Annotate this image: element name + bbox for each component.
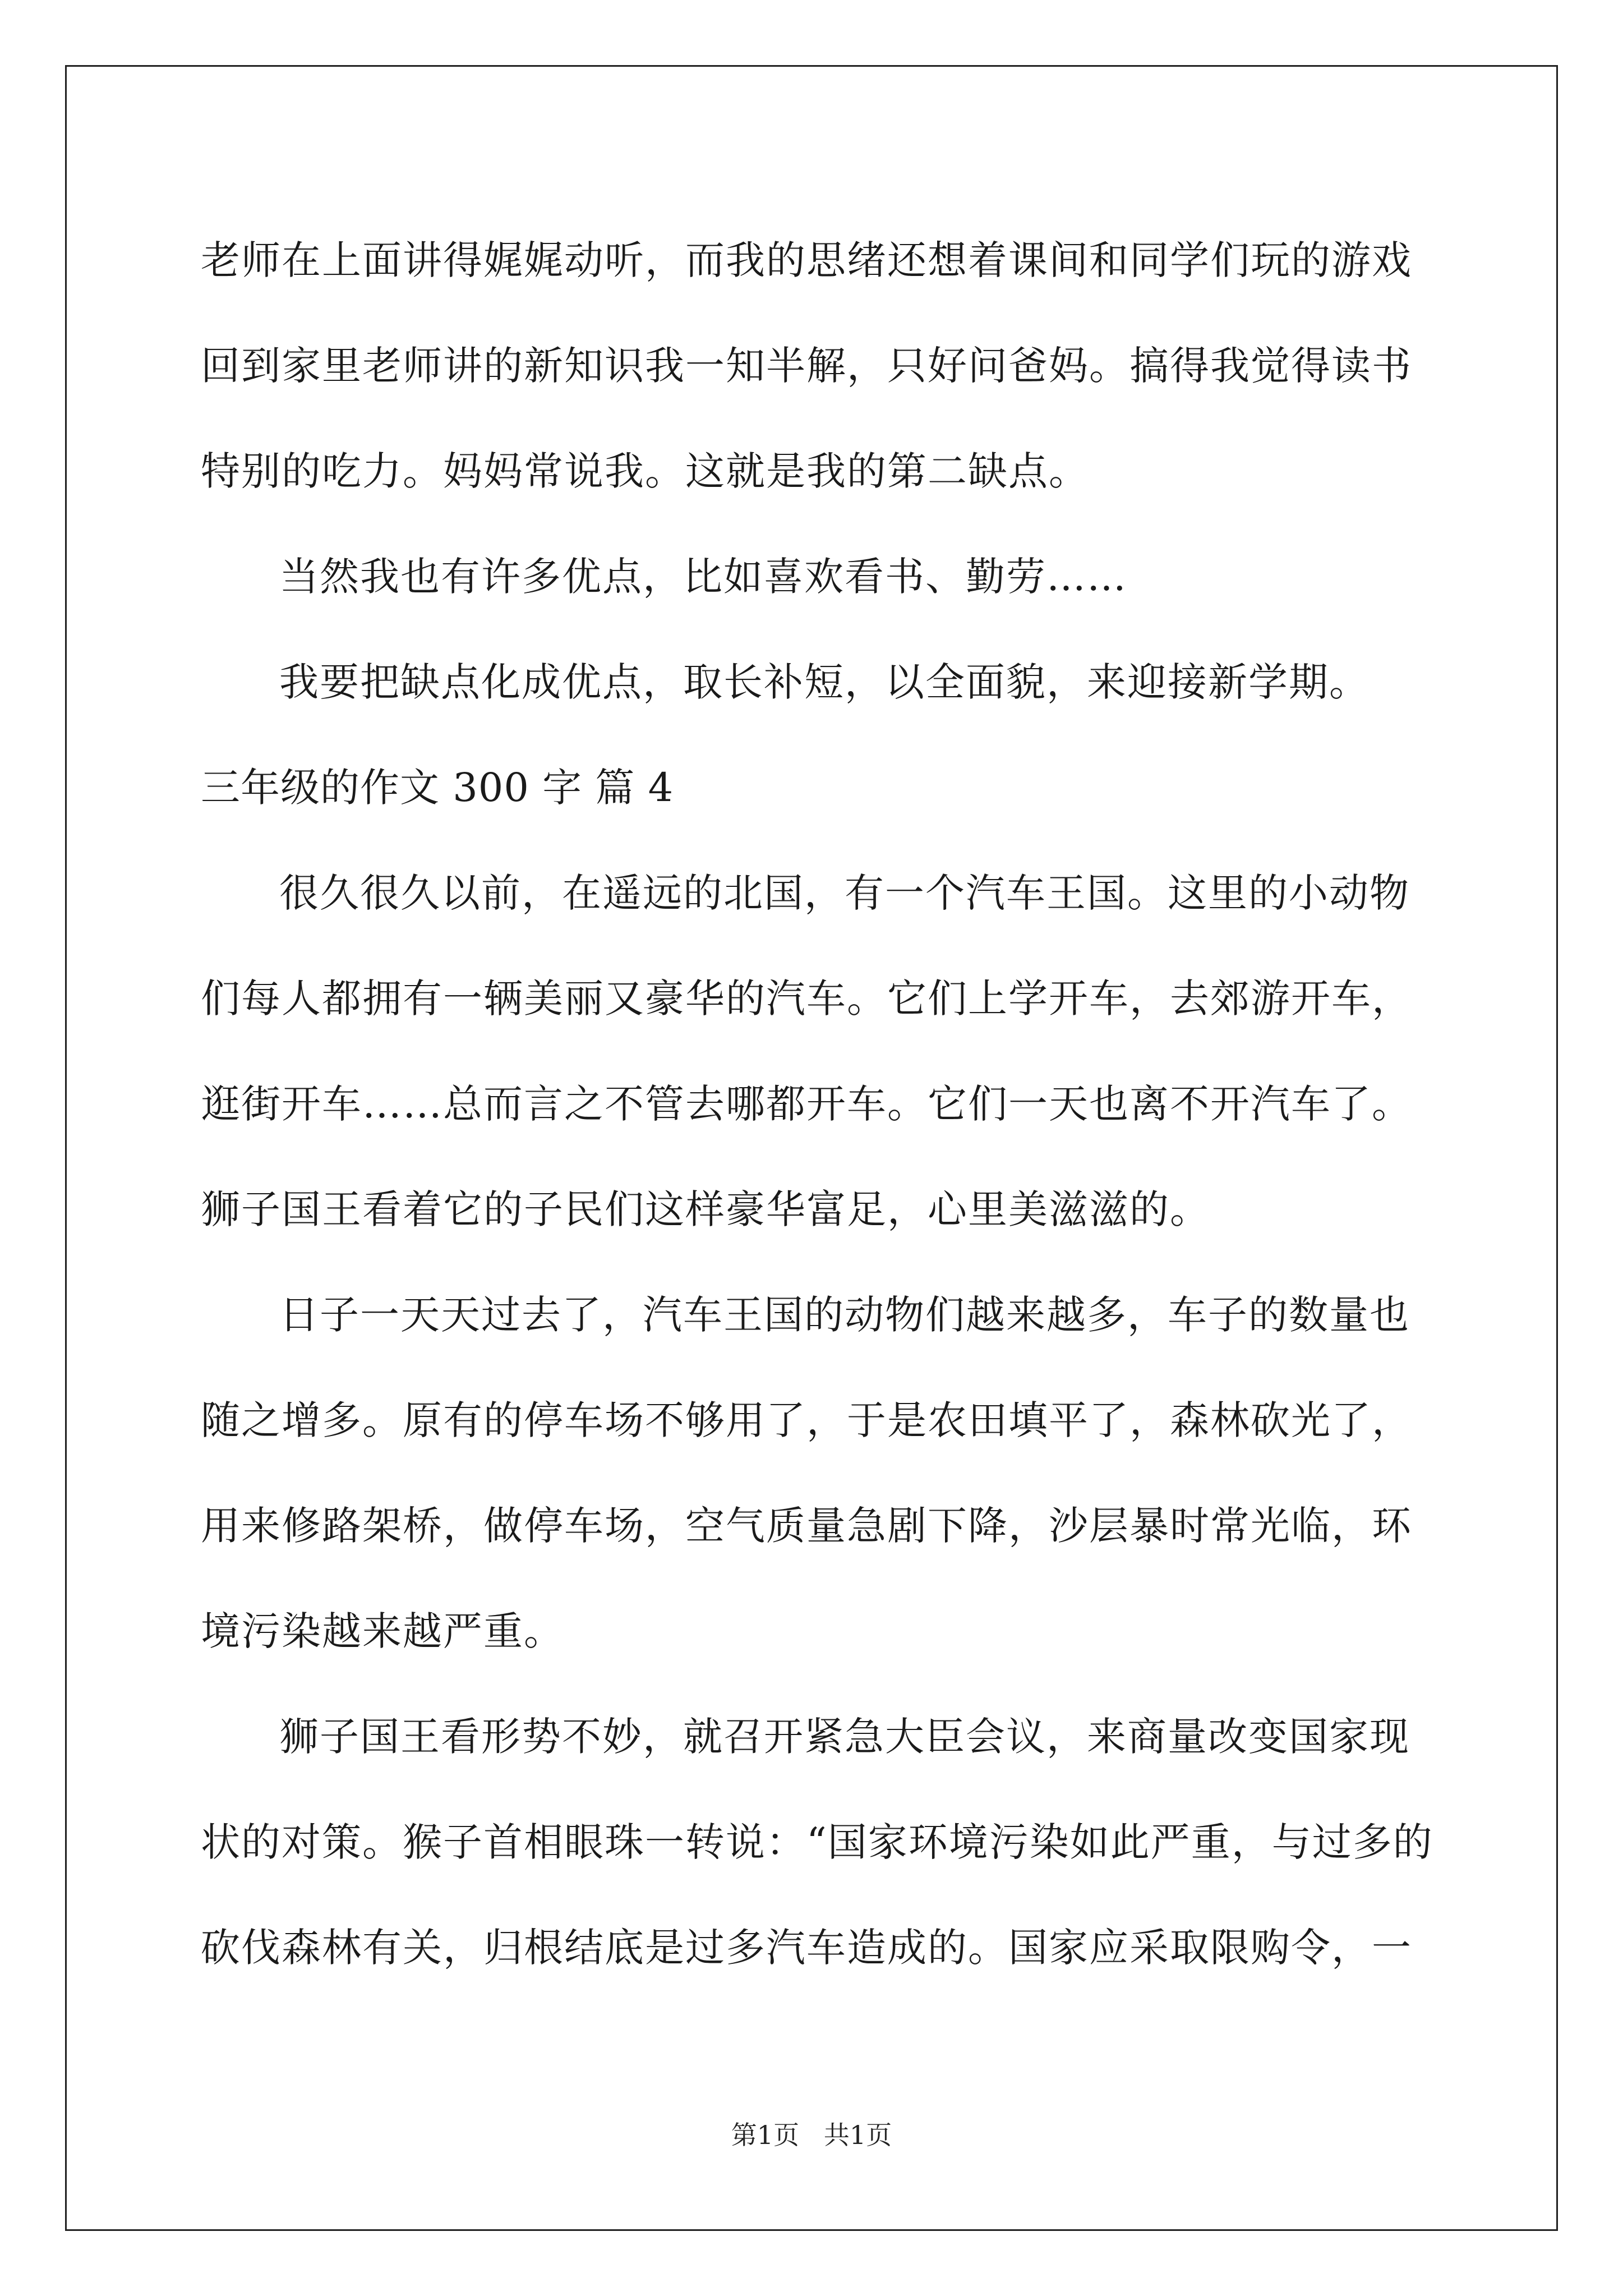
- document-body: [201, 208, 1433, 2000]
- text-line: 状的对策。猴子首相眼珠一转说：“国家环境污染如此严重，与过多的: [201, 1819, 1433, 1865]
- text-line: 我要把缺点化成优点，取长补短，以全面貌，来迎接新学期。: [279, 659, 1370, 705]
- text-line: 随之增多。原有的停车场不够用了，于是农田填平了，森林砍光了，: [201, 1397, 1412, 1443]
- text-line: 日子一天天过去了，汽车王国的动物们越来越多，车子的数量也: [279, 1292, 1410, 1338]
- text-line: 逛街开车……总而言之不管去哪都开车。它们一天也离不开汽车了。: [201, 1081, 1412, 1127]
- text-line: 境污染越来越严重。: [201, 1608, 564, 1654]
- text-line: 砍伐森林有关，归根结底是过多汽车造成的。国家应采取限购令，一: [201, 1925, 1412, 1971]
- text-line: 当然我也有许多优点，比如喜欢看书、勤劳……: [279, 554, 1127, 600]
- text-line: 狮子国王看形势不妙，就召开紧急大臣会议，来商量改变国家现: [279, 1714, 1410, 1760]
- text-line: 们每人都拥有一辆美丽又豪华的汽车。它们上学开车，去郊游开车，: [201, 976, 1412, 1022]
- text-line: 用来修路架桥，做停车场，空气质量急剧下降，沙层暴时常光临，环: [201, 1503, 1412, 1549]
- section-heading: 三年级的作文 300 字 篇 4: [201, 765, 674, 811]
- text-line: 老师在上面讲得娓娓动听，而我的思绪还想着课间和同学们玩的游戏: [201, 237, 1412, 283]
- text-line: 回到家里老师讲的新知识我一知半解，只好问爸妈。搞得我觉得读书: [201, 343, 1412, 389]
- text-line: 特别的吃力。妈妈常说我。这就是我的第二缺点。: [201, 448, 1089, 494]
- page-number-footer: 第1页 共1页: [731, 2120, 892, 2150]
- text-line: 狮子国王看着它的子民们这样豪华富足，心里美滋滋的。: [201, 1186, 1210, 1232]
- text-line: 很久很久以前，在遥远的北国，有一个汽车王国。这里的小动物: [279, 870, 1410, 916]
